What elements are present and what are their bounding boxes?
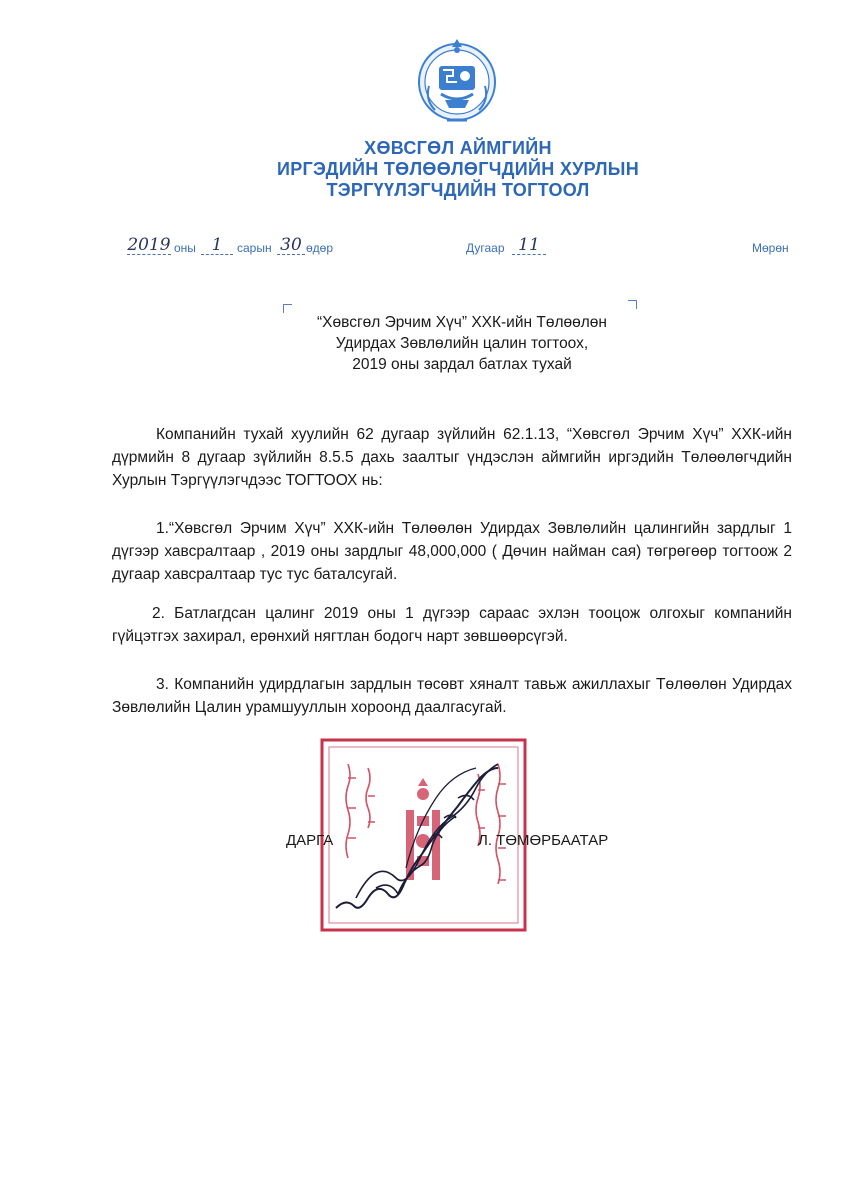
signatory-name: Л. ТӨМӨРБААТАР — [478, 832, 609, 849]
resolution-item-1: 1.“Хөвсгөл Эрчим Хүч” ХХК-ийн Төлөөлөн Удирдах Зөвлөлийн цалингийн зардлыг 1 дүгээр хавсралтаар , 2019 оны зардлыг 48,000,000 ( Дөчин найман сая) төгрөгөөр тогтоож 2 дугаар хавсралтаар тус тус баталсугай. — [112, 520, 792, 583]
signatory-title: ДАРГА — [286, 832, 334, 849]
place-name: Мөрөн — [752, 241, 789, 255]
date-month-label: сарын — [237, 241, 272, 255]
number-value: 11 — [512, 236, 546, 255]
date-year-label: оны — [174, 241, 196, 255]
subject-line-3: 2019 оны зардал батлах тухай — [352, 356, 572, 373]
subject-line-2: Удирдах Зөвлөлийн цалин тогтоох, — [335, 335, 589, 352]
date-day: 30 — [277, 236, 305, 255]
org-title-line-2: ИРГЭДИЙН ТӨЛӨӨЛӨГЧДИЙН ХУРЛЫН — [276, 159, 640, 179]
date-month: 1 — [201, 236, 233, 255]
date-year: 2019 — [127, 235, 171, 255]
resolution-item-2: 2. Батлагдсан цалинг 2019 оны 1 дүгээр сараас эхлэн тооцож олгохыг компанийн гүйцэтгэх захирал, ерөнхий нягтлан бодогч нарт зөвшөөрсүгэй. — [112, 605, 792, 645]
org-title-line-1: ХӨВСГӨЛ АЙМГИЙН — [364, 138, 552, 158]
mongolia-state-emblem-icon — [417, 36, 497, 130]
org-title — [268, 138, 648, 201]
date-day-label: өдөр — [306, 241, 334, 255]
subject-bracket-right — [628, 300, 637, 309]
number-label: Дугаар — [466, 241, 505, 255]
org-title-line-3: ТЭРГҮҮЛЭГЧДИЙН ТОГТООЛ — [326, 180, 590, 200]
document-subject — [282, 312, 642, 375]
preamble-paragraph: Компанийн тухай хуулийн 62 дугаар зүйлийн 62.1.13, “Хөвсгөл Эрчим Хүч” ХХК-ийн дүрмийн 8 дугаар зүйлийн 8.5.5 дахь заалтыг үндэслэн аймгийн иргэдийн Төлөөлөгчдийн Хурлын Тэргүүлэгчдээс ТОГТООХ нь: — [112, 426, 792, 489]
resolution-item-3: 3. Компанийн удирдлагын зардлын төсөвт хяналт тавьж ажиллахыг Төлөөлөн Удирдах Зөвлөлийн Цалин урамшууллын хороонд даалгасугай. — [112, 676, 792, 716]
subject-line-1: “Хөвсгөл Эрчим Хүч” ХХК-ийн Төлөөлөн — [317, 314, 607, 331]
